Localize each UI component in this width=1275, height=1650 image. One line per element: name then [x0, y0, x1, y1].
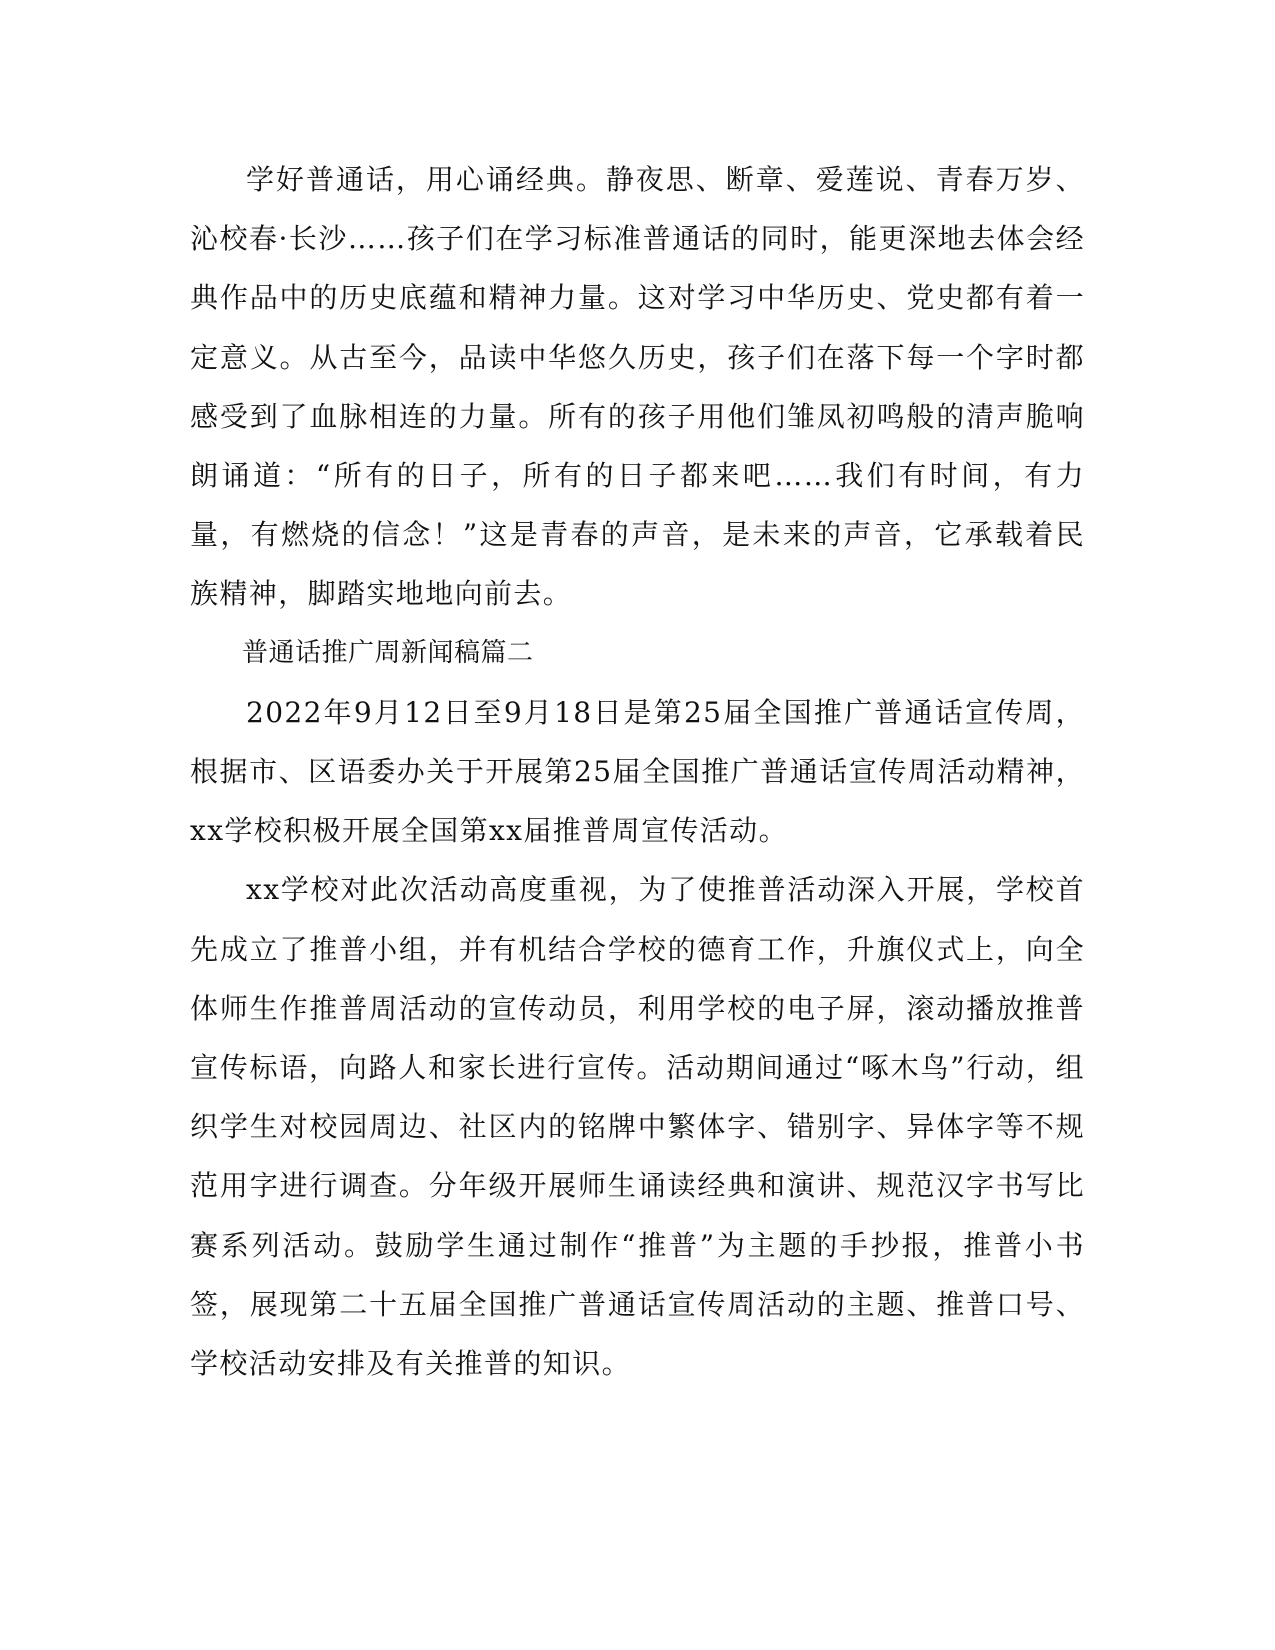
document-body	[190, 150, 1085, 1393]
paragraph-school-activities: xx学校对此次活动高度重视，为了使推普活动深入开展，学校首先成立了推普小组，并有机结合学校的德育工作，升旗仪式上，向全体师生作推普周活动的宣传动员，利用学校的电子屏，滚动播放推普宣传标语，向路人和家长进行宣传。活动期间通过“啄木鸟”行动，组织学生对校园周边、社区内的铭牌中繁体字、错别字、异体字等不规范用字进行调查。分年级开展师生诵读经典和演讲、规范汉字书写比赛系列活动。鼓励学生通过制作“推普”为主题的手抄报，推普小书签，展现第二十五届全国推广普通话宣传周活动的主题、推普口号、学校活动安排及有关推普的知识。	[190, 873, 1085, 1381]
paragraph-promotion-week: 2022年9月12日至9月18日是第25届全国推广普通话宣传周，根据市、区语委办关于开展第25届全国推广普通话宣传周活动精神，xx学校积极开展全国第xx届推普周宣传活动。	[190, 695, 1085, 848]
section-heading: 普通话推广周新闻稿篇二	[242, 637, 534, 668]
paragraph-classics-reading: 学好普通话，用心诵经典。静夜思、断章、爱莲说、青春万岁、沁校春·长沙……孩子们在学习标准普通话的同时，能更深地去体会经典作品中的历史底蕴和精神力量。这对学习中华历史、党史都有着一定意义。从古至今，品读中华悠久历史，孩子们在落下每一个字时都感受到了血脉相连的力量。所有的孩子用他们雏凤初鸣般的清声脆响朗诵道：“所有的日子，所有的日子都来吧……我们有时间，有力量，有燃烧的信念！”这是青春的声音，是未来的声音，它承载着民族精神，脚踏实地地向前去。	[190, 163, 1085, 611]
